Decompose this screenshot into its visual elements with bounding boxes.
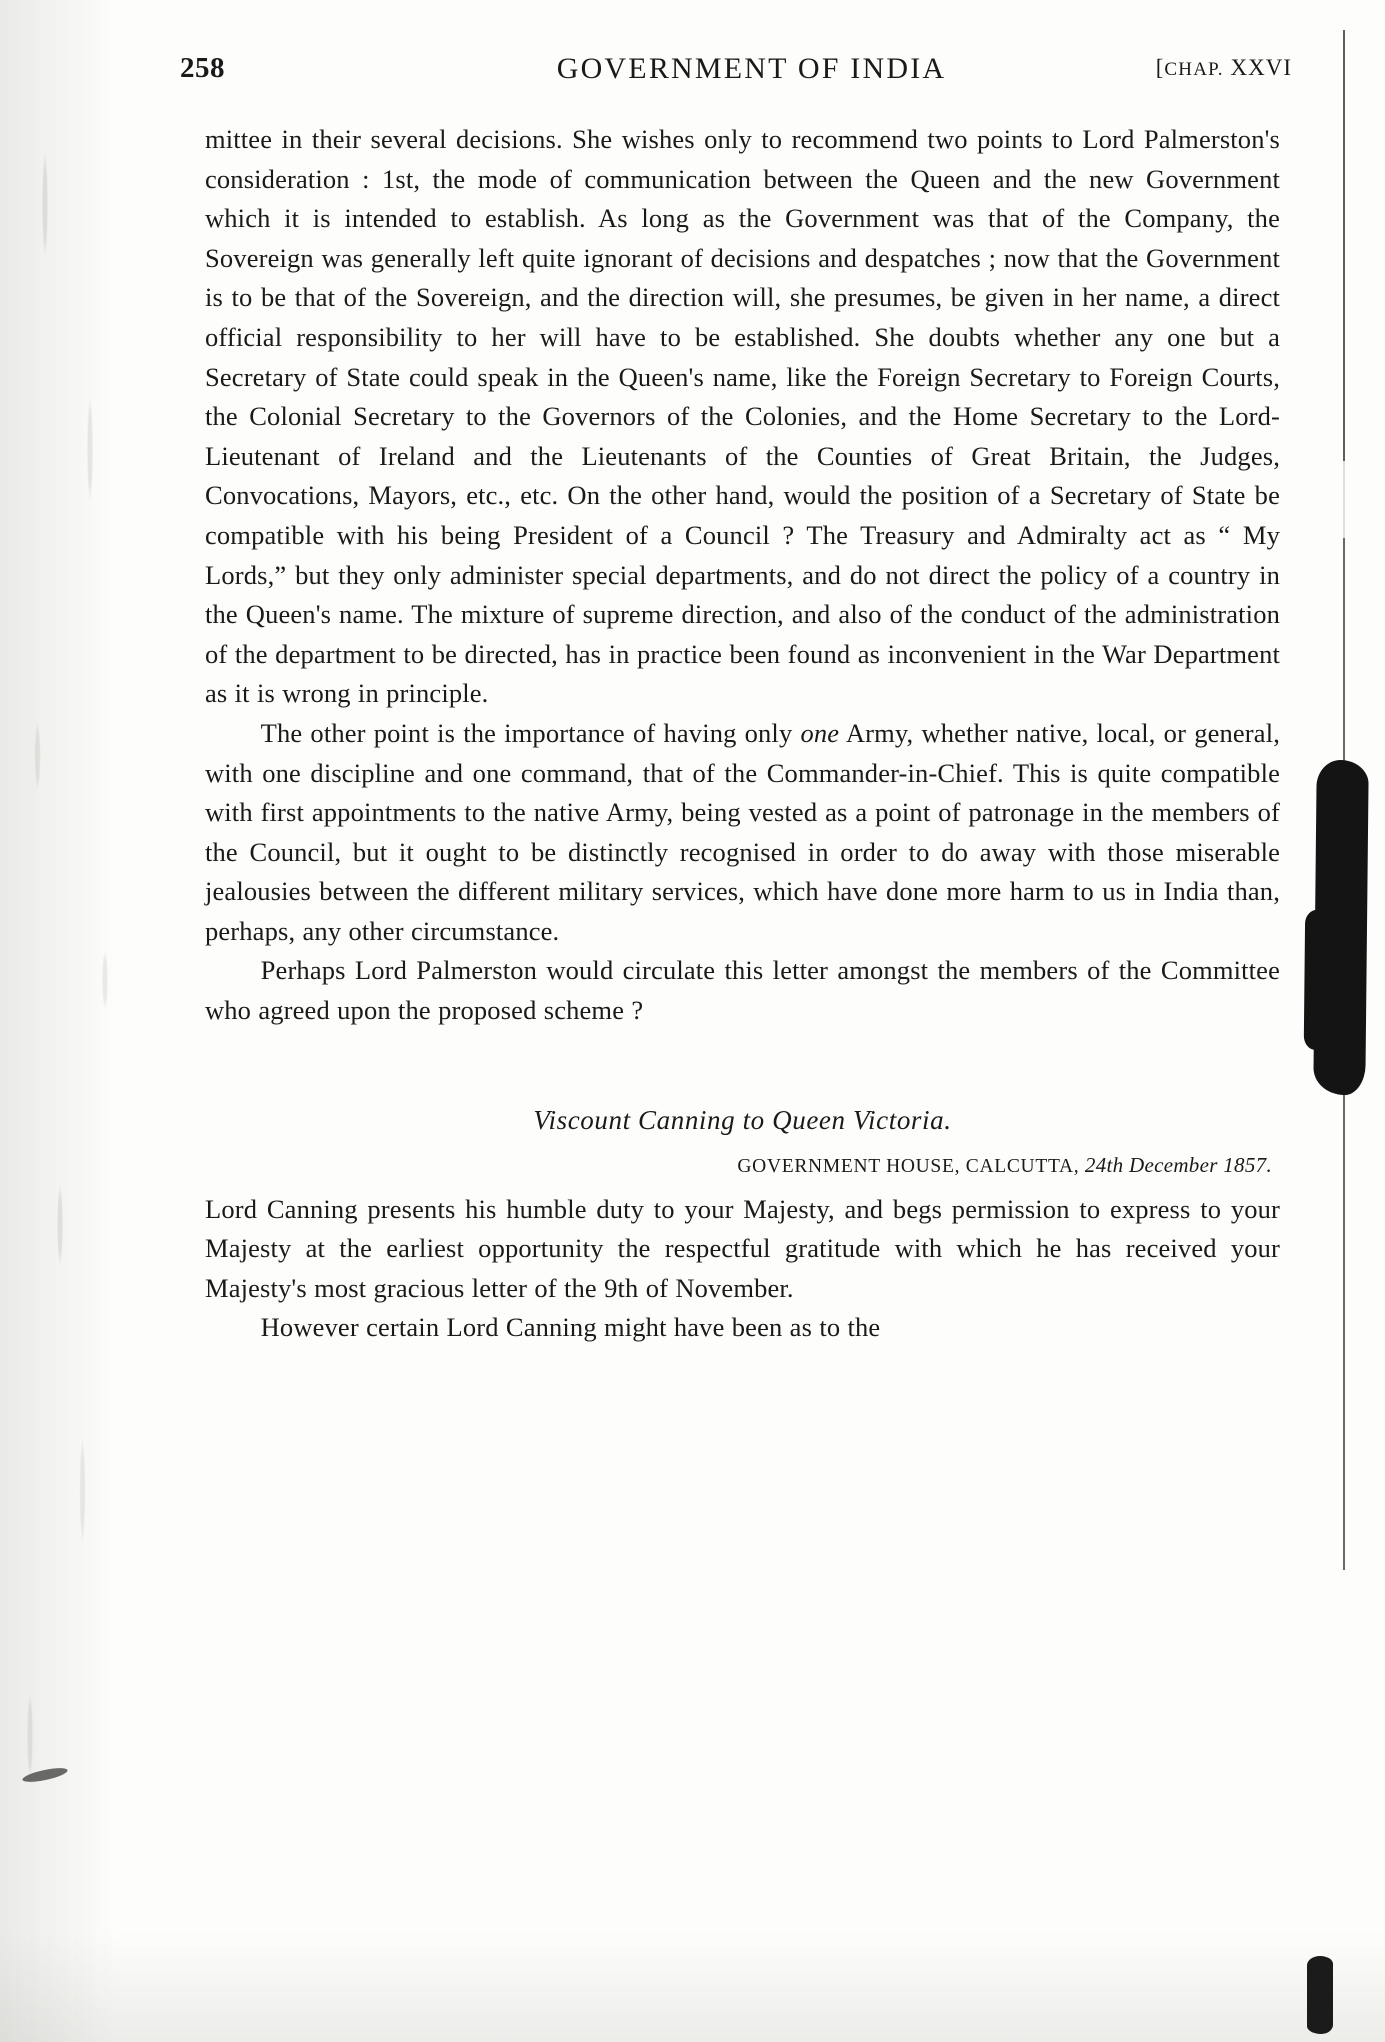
chapter-marker — [1156, 55, 1292, 81]
ink-smudge-left-margin — [21, 1765, 68, 1784]
scan-edge-noise-left — [0, 0, 150, 2042]
emphasised-word: one — [800, 717, 840, 748]
chapter-bracket: [ — [1155, 55, 1165, 80]
paragraph: Lord Canning presents his humble duty to your Majesty, and begs permission to express to your Majesty at the earliest opportunity the respectful gratitude with which he has received your Majesty's most gracious letter of the 9th of November. — [205, 1193, 1280, 1303]
scan-edge-noise-bottom — [0, 1912, 1385, 2042]
chapter-label: CHAP. — [1164, 59, 1224, 80]
letter-heading: Viscount Canning to Queen Victoria. — [533, 1104, 952, 1135]
paragraph: The other point is the importance of having only one Army, whether native, local, or general, with one discipline and one command, that of the Commander-in-Chief. This is quite compatible with first appointments to the native Army, being vested as a point of patronage in the members of the Council, but it ought to be distinctly recognised in order to do away with those miserable jealousies between the different military services, which have done more harm to us in India than, perhaps, any other circumstance. — [205, 717, 1280, 946]
section-spacer — [205, 1031, 1280, 1095]
paragraph: mittee in their several decisions. She wishes only to recommend two points to Lord Palmerston's consideration : 1st, the mode of communication between the Queen and the new Government which it is intended to establish. As long as the Government was that of the Company, the Sovereign was generally left quite ignorant of decisions and despatches ; now that the Government is to be that of the Sovereign, and the direction will, she presumes, be given in her name, a direct official responsibility to her will have to be established. She doubts whether any one but a Secretary of State could speak in the Queen's name, like the Foreign Secretary to Foreign Courts, the Colonial Secretary to the Governors of the Colonies, and the Home Secretary to the Lord-Lieutenant of Ireland and the Lieutenants of the Counties of Great Britain, the Judges, Convocations, Mayors, etc., etc. On the other hand, would the position of a Secretary of State be compatible with his being President of a Council ? The Treasury and Admiralty act as “ My Lords,” but they only administer special departments, and do not direct the policy of a country in the Queen's name. The mixture of supreme direction, and also of the conduct of the administration of the department to be directed, has in practice been found as inconvenient in the War Department as it is wrong in principle. — [205, 124, 1280, 709]
ink-blot-right-margin — [1313, 760, 1369, 1096]
paragraph: Perhaps Lord Palmerston would circulate this letter amongst the members of the Committee who agreed upon the proposed scheme ? — [205, 955, 1280, 1026]
dateline-place: GOVERNMENT HOUSE, CALCUTTA, — [737, 1155, 1080, 1177]
main-text-block — [205, 120, 1280, 1031]
letter-text-block — [205, 1190, 1280, 1348]
chapter-number: XXVI — [1223, 55, 1292, 80]
running-title: GOVERNMENT OF INDIA — [556, 52, 947, 85]
paragraph: However certain Lord Canning might have been as to the — [260, 1312, 881, 1343]
letter-dateline — [205, 1153, 1280, 1178]
page-number: 258 — [180, 52, 225, 84]
ink-blot-bottom-right — [1307, 1956, 1333, 2034]
running-head — [180, 52, 1292, 98]
dateline-date: 24th December 1857. — [1084, 1152, 1272, 1177]
page-edge-line — [1343, 30, 1345, 1570]
page-content — [180, 52, 1292, 1348]
